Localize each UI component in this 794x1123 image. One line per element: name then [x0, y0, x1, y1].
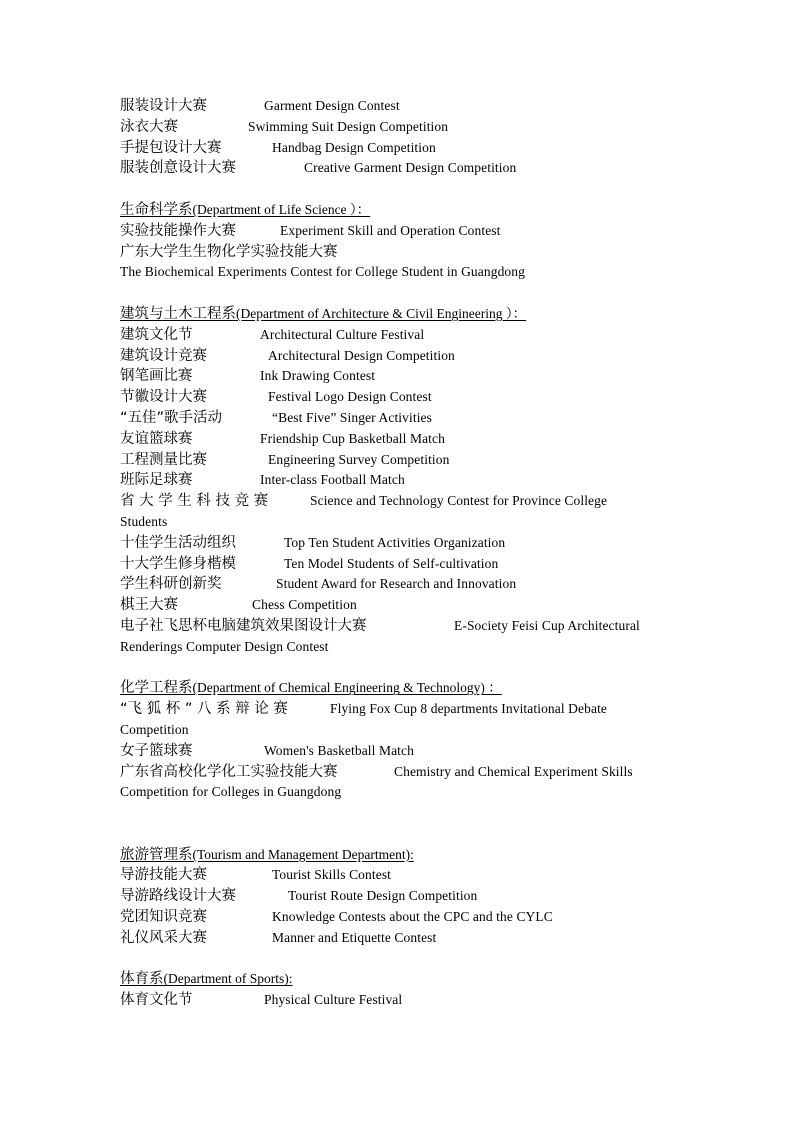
item-en: Experiment Skill and Operation Contest	[280, 222, 501, 238]
list-item-continuation	[120, 782, 672, 803]
list-item	[120, 741, 672, 762]
item-zh: 女子篮球赛	[120, 742, 193, 759]
section-heading-tourism	[120, 845, 672, 866]
list-item-continuation	[120, 512, 672, 533]
list-item	[120, 762, 672, 783]
item-en-cont: Competition	[120, 721, 189, 737]
list-item	[120, 574, 672, 595]
heading-en: (Tourism and Management Department):	[192, 846, 414, 862]
list-item	[120, 408, 672, 429]
item-en: Manner and Etiquette Contest	[272, 929, 437, 945]
list-item	[120, 366, 672, 387]
heading-en: (Department of Sports):	[163, 971, 293, 987]
item-zh: 十大学生修身楷模	[120, 555, 236, 572]
list-item	[120, 117, 672, 138]
item-en: E-Society Feisi Cup Architectural	[454, 617, 640, 633]
item-zh: 钢笔画比赛	[120, 368, 193, 385]
item-zh: 节徽设计大赛	[120, 389, 207, 406]
section-heading-chemical	[120, 678, 672, 699]
list-item	[120, 346, 672, 367]
item-zh: 广东大学生生物化学实验技能大赛	[120, 243, 338, 260]
list-item	[120, 616, 672, 637]
item-zh: “飞 狐 杯 ” 八 系 辩 论 赛	[120, 701, 288, 718]
item-en-cont: Competition for Colleges in Guangdong	[120, 784, 342, 800]
item-en: The Biochemical Experiments Contest for College Student in Guangdong	[120, 264, 525, 280]
item-zh: 班际足球赛	[120, 472, 193, 489]
list-item	[120, 470, 672, 491]
heading-zh: 旅游管理系	[120, 846, 193, 863]
item-en: Student Award for Research and Innovation	[276, 576, 517, 592]
list-item-continuation	[120, 720, 672, 741]
item-zh: 礼仪风采大赛	[120, 929, 207, 946]
heading-zh: 生命科学系	[120, 201, 193, 218]
list-item	[120, 158, 672, 179]
list-item	[120, 595, 672, 616]
item-en: Knowledge Contests about the CPC and the CYLC	[272, 909, 553, 925]
item-zh: 党团知识竞赛	[120, 909, 207, 926]
item-zh: 导游路线设计大赛	[120, 888, 236, 905]
list-item	[120, 221, 672, 242]
heading-zh: 体育系	[120, 971, 164, 988]
section-heading-architecture	[120, 304, 672, 325]
item-zh: 泳衣大赛	[120, 118, 178, 135]
list-item	[120, 554, 672, 575]
section-heading-life-science	[120, 200, 672, 221]
item-en-cont: Students	[120, 513, 168, 529]
item-en: Inter-class Football Match	[260, 472, 405, 488]
list-item	[120, 907, 672, 928]
list-item	[120, 96, 672, 117]
item-zh: 体育文化节	[120, 992, 193, 1009]
item-zh: 十佳学生活动组织	[120, 534, 236, 551]
item-zh: 建筑设计竞赛	[120, 347, 207, 364]
section-heading-sports	[120, 969, 672, 990]
item-zh: 服装创意设计大赛	[120, 160, 236, 177]
list-item	[120, 262, 672, 283]
item-zh: “五佳”歌手活动	[120, 409, 223, 426]
list-item	[120, 325, 672, 346]
item-en-cont: Renderings Computer Design Contest	[120, 638, 329, 654]
list-item	[120, 865, 672, 886]
item-en: Tourist Skills Contest	[272, 867, 392, 883]
item-zh: 导游技能大赛	[120, 867, 207, 884]
list-item	[120, 928, 672, 949]
item-zh: 省 大 学 生 科 技 竞 赛	[120, 493, 269, 510]
item-en: Swimming Suit Design Competition	[248, 118, 449, 134]
item-en: Science and Technology Contest for Province College	[310, 493, 608, 509]
item-zh: 服装设计大赛	[120, 98, 207, 114]
list-item-continuation	[120, 637, 672, 658]
item-en: Creative Garment Design Competition	[304, 160, 517, 176]
item-en: Physical Culture Festival	[264, 992, 403, 1008]
list-item	[120, 699, 672, 720]
item-zh: 手提包设计大赛	[120, 139, 222, 156]
item-en: Architectural Design Competition	[268, 347, 455, 363]
list-item	[120, 533, 672, 554]
item-zh: 广东省高校化学化工实验技能大赛	[120, 763, 338, 780]
list-item	[120, 242, 672, 263]
list-item	[120, 491, 672, 512]
heading-zh: 化学工程系	[120, 680, 193, 697]
list-item	[120, 138, 672, 159]
document-page	[120, 96, 672, 1011]
item-en: Women's Basketball Match	[264, 742, 414, 758]
item-zh: 友谊篮球赛	[120, 430, 193, 447]
list-item	[120, 990, 672, 1011]
item-en: Ten Model Students of Self-cultivation	[284, 555, 499, 571]
item-zh: 学生科研创新奖	[120, 576, 222, 593]
item-en: Ink Drawing Contest	[260, 368, 376, 384]
item-en: “Best Five” Singer Activities	[272, 409, 433, 425]
item-en: Chemistry and Chemical Experiment Skills	[394, 763, 633, 779]
item-en: Chess Competition	[252, 597, 357, 613]
item-zh: 建筑文化节	[120, 326, 193, 343]
item-en: Friendship Cup Basketball Match	[260, 430, 445, 446]
item-zh: 实验技能操作大赛	[120, 222, 236, 239]
item-en: Festival Logo Design Contest	[268, 389, 432, 405]
item-en: Tourist Route Design Competition	[288, 888, 478, 904]
item-zh: 电子社飞思杯电脑建筑效果图设计大赛	[120, 617, 367, 634]
item-en: Garment Design Contest	[264, 98, 400, 113]
list-item	[120, 450, 672, 471]
item-en: Engineering Survey Competition	[268, 451, 450, 467]
item-zh: 棋王大赛	[120, 597, 178, 614]
item-en: Top Ten Student Activities Organization	[284, 534, 506, 550]
item-en: Flying Fox Cup 8 departments Invitational Debate	[330, 701, 608, 717]
list-item	[120, 429, 672, 450]
heading-en: (Department of Life Science ）：	[192, 201, 371, 217]
list-item	[120, 886, 672, 907]
heading-zh: 建筑与土木工程系	[120, 305, 236, 322]
list-item	[120, 387, 672, 408]
item-zh: 工程测量比赛	[120, 451, 207, 468]
heading-en: (Department of Chemical Engineering & Technology) ：	[192, 680, 502, 696]
heading-en: (Department of Architecture & Civil Engineering ）：	[236, 305, 527, 321]
item-en: Architectural Culture Festival	[260, 326, 425, 342]
item-en: Handbag Design Competition	[272, 139, 436, 155]
